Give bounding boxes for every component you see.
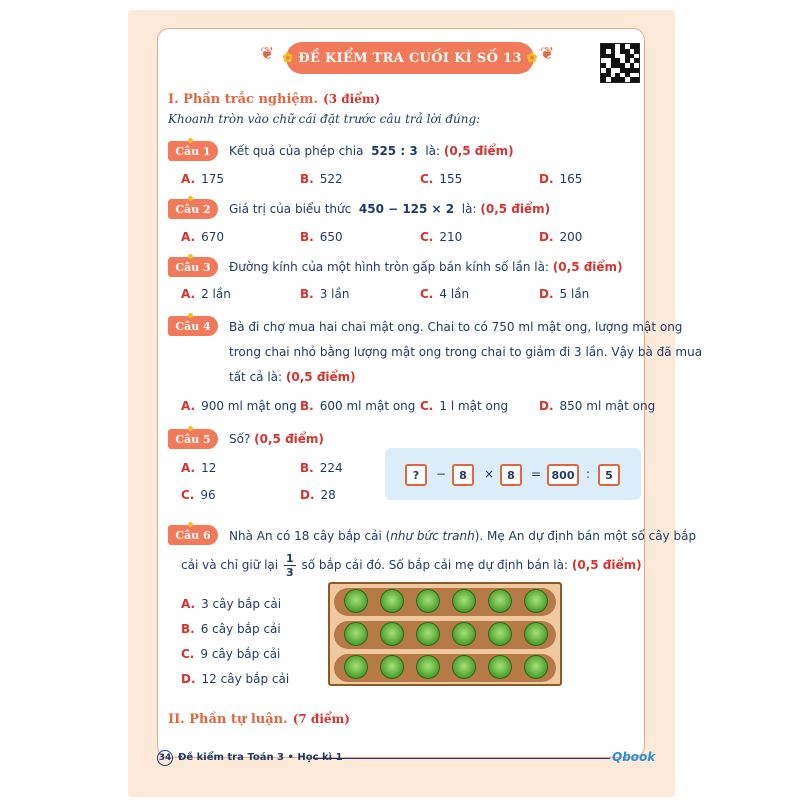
cabbage-icon bbox=[380, 622, 404, 646]
question-3-option-d[interactable]: D. 5 lần bbox=[539, 287, 590, 301]
cabbage-icon bbox=[452, 655, 476, 679]
garden-row bbox=[334, 654, 556, 682]
question-2-option-b[interactable]: B. 650 bbox=[300, 230, 343, 244]
section-1-heading: I. Phần trắc nghiệm. (3 điểm) bbox=[168, 92, 381, 107]
question-6-option-d[interactable]: D. 12 cây bắp cải bbox=[181, 672, 290, 686]
question-1-option-d[interactable]: D. 165 bbox=[539, 172, 583, 186]
question-6-badge: Câu 6 bbox=[168, 525, 218, 545]
cabbage-icon bbox=[524, 589, 548, 613]
question-4-option-b[interactable]: B. 600 ml mật ong bbox=[300, 399, 416, 413]
section-2-heading: II. Phần tự luận. (7 điểm) bbox=[168, 712, 350, 727]
cabbage-icon bbox=[380, 655, 404, 679]
question-5-badge: Câu 5 bbox=[168, 429, 218, 449]
question-5-text: Số? (0,5 điểm) bbox=[229, 432, 324, 446]
question-5-option-c[interactable]: C. 96 bbox=[181, 488, 216, 502]
question-5-option-b[interactable]: B. 224 bbox=[300, 461, 343, 475]
equation-cell-800: 800 bbox=[547, 464, 579, 486]
equation-cell-8b: 8 bbox=[500, 464, 522, 486]
question-5-option-d[interactable]: D. 28 bbox=[300, 488, 336, 502]
leaf-right-icon: ❦ bbox=[540, 44, 555, 64]
fraction-one-third: $\frac{1}{3}$ bbox=[285, 552, 294, 579]
footer-divider bbox=[313, 758, 610, 759]
flower-icon: ✿ bbox=[521, 50, 538, 66]
question-1-option-c[interactable]: C. 155 bbox=[420, 172, 463, 186]
question-1-badge: Câu 1 bbox=[168, 141, 218, 161]
exam-title-banner bbox=[282, 42, 538, 74]
equation-cell-5: 5 bbox=[598, 464, 620, 486]
question-4-option-d[interactable]: D. 850 ml mật ong bbox=[539, 399, 656, 413]
question-4-line-1: Bà đi chợ mua hai chai mật ong. Chai to có 750 ml mật ong, lượng mật ong bbox=[229, 320, 683, 334]
divide-sign: : bbox=[586, 467, 591, 481]
question-6-line-2: cải và chỉ giữ lại $\frac{1}{3}$ số bắp cải đó. Số bắp cải mẹ dự định bán là: (0,5 điểm) bbox=[181, 552, 642, 579]
garden-row bbox=[334, 588, 556, 616]
page-number: 34 bbox=[157, 750, 173, 766]
question-1-text: Kết quả của phép chia 525 : 3 là: (0,5 điểm) bbox=[229, 144, 514, 158]
question-3-badge: Câu 3 bbox=[168, 257, 218, 277]
cabbage-garden-illustration bbox=[328, 582, 562, 686]
question-1-option-b[interactable]: B. 522 bbox=[300, 172, 343, 186]
times-sign: × bbox=[484, 467, 495, 481]
cabbage-icon bbox=[344, 589, 368, 613]
garden-row bbox=[334, 621, 556, 649]
question-3-option-a[interactable]: A. 2 lần bbox=[181, 287, 231, 301]
question-2-option-d[interactable]: D. 200 bbox=[539, 230, 583, 244]
cabbage-icon bbox=[524, 655, 548, 679]
minus-sign: − bbox=[436, 467, 447, 481]
cabbage-icon bbox=[488, 622, 512, 646]
leaf-left-icon: ❦ bbox=[260, 44, 275, 64]
footer-text: Đề kiểm tra Toán 3 • Học kì 1 bbox=[178, 752, 343, 763]
question-4-option-a[interactable]: A. 900 ml mật ong bbox=[181, 399, 297, 413]
cabbage-icon bbox=[452, 589, 476, 613]
question-6-option-b[interactable]: B. 6 cây bắp cải bbox=[181, 622, 281, 636]
section-1-instruction: Khoanh tròn vào chữ cái đặt trước câu trả lời đúng: bbox=[168, 112, 481, 126]
cabbage-icon bbox=[524, 622, 548, 646]
qr-code-icon[interactable] bbox=[600, 43, 640, 83]
question-2-text: Giá trị của biểu thức 450 − 125 × 2 là: (0,5 điểm) bbox=[229, 202, 551, 216]
question-5-option-a[interactable]: A. 12 bbox=[181, 461, 217, 475]
question-6-option-a[interactable]: A. 3 cây bắp cải bbox=[181, 597, 282, 611]
question-6-option-c[interactable]: C. 9 cây bắp cải bbox=[181, 647, 281, 661]
question-4-badge: Câu 4 bbox=[168, 316, 218, 336]
equation-cell-8a: 8 bbox=[452, 464, 474, 486]
question-3-option-c[interactable]: C. 4 lần bbox=[420, 287, 470, 301]
cabbage-icon bbox=[344, 655, 368, 679]
publisher-logo: Qbook bbox=[612, 750, 656, 764]
cabbage-icon bbox=[488, 589, 512, 613]
question-6-line-1: Nhà An có 18 cây bắp cải (như bức tranh). Mẹ An dự định bán một số cây bắp bbox=[229, 529, 697, 543]
cabbage-icon bbox=[488, 655, 512, 679]
question-2-option-c[interactable]: C. 210 bbox=[420, 230, 463, 244]
equals-sign: = bbox=[531, 467, 542, 481]
cabbage-icon bbox=[416, 655, 440, 679]
question-4-line-3: tất cả là: (0,5 điểm) bbox=[229, 370, 356, 384]
question-4-option-c[interactable]: C. 1 l mật ong bbox=[420, 399, 509, 413]
flower-icon: ✿ bbox=[282, 50, 299, 66]
cabbage-icon bbox=[380, 589, 404, 613]
question-2-option-a[interactable]: A. 670 bbox=[181, 230, 224, 244]
question-1-option-a[interactable]: A. 175 bbox=[181, 172, 224, 186]
question-3-text: Đường kính của một hình tròn gấp bán kính số lần là: (0,5 điểm) bbox=[229, 260, 623, 274]
equation-blank-cell[interactable]: ? bbox=[405, 464, 427, 486]
cabbage-icon bbox=[452, 622, 476, 646]
cabbage-icon bbox=[416, 622, 440, 646]
question-4-line-2: trong chai nhỏ bằng lượng mật ong trong chai to giảm đi 3 lần. Vậy bà đã mua bbox=[229, 345, 703, 359]
cabbage-icon bbox=[344, 622, 368, 646]
question-3-option-b[interactable]: B. 3 lần bbox=[300, 287, 350, 301]
exam-title: ĐỀ KIỂM TRA CUỐI KÌ SỐ 13 bbox=[298, 50, 522, 66]
question-2-badge: Câu 2 bbox=[168, 199, 218, 219]
cabbage-icon bbox=[416, 589, 440, 613]
